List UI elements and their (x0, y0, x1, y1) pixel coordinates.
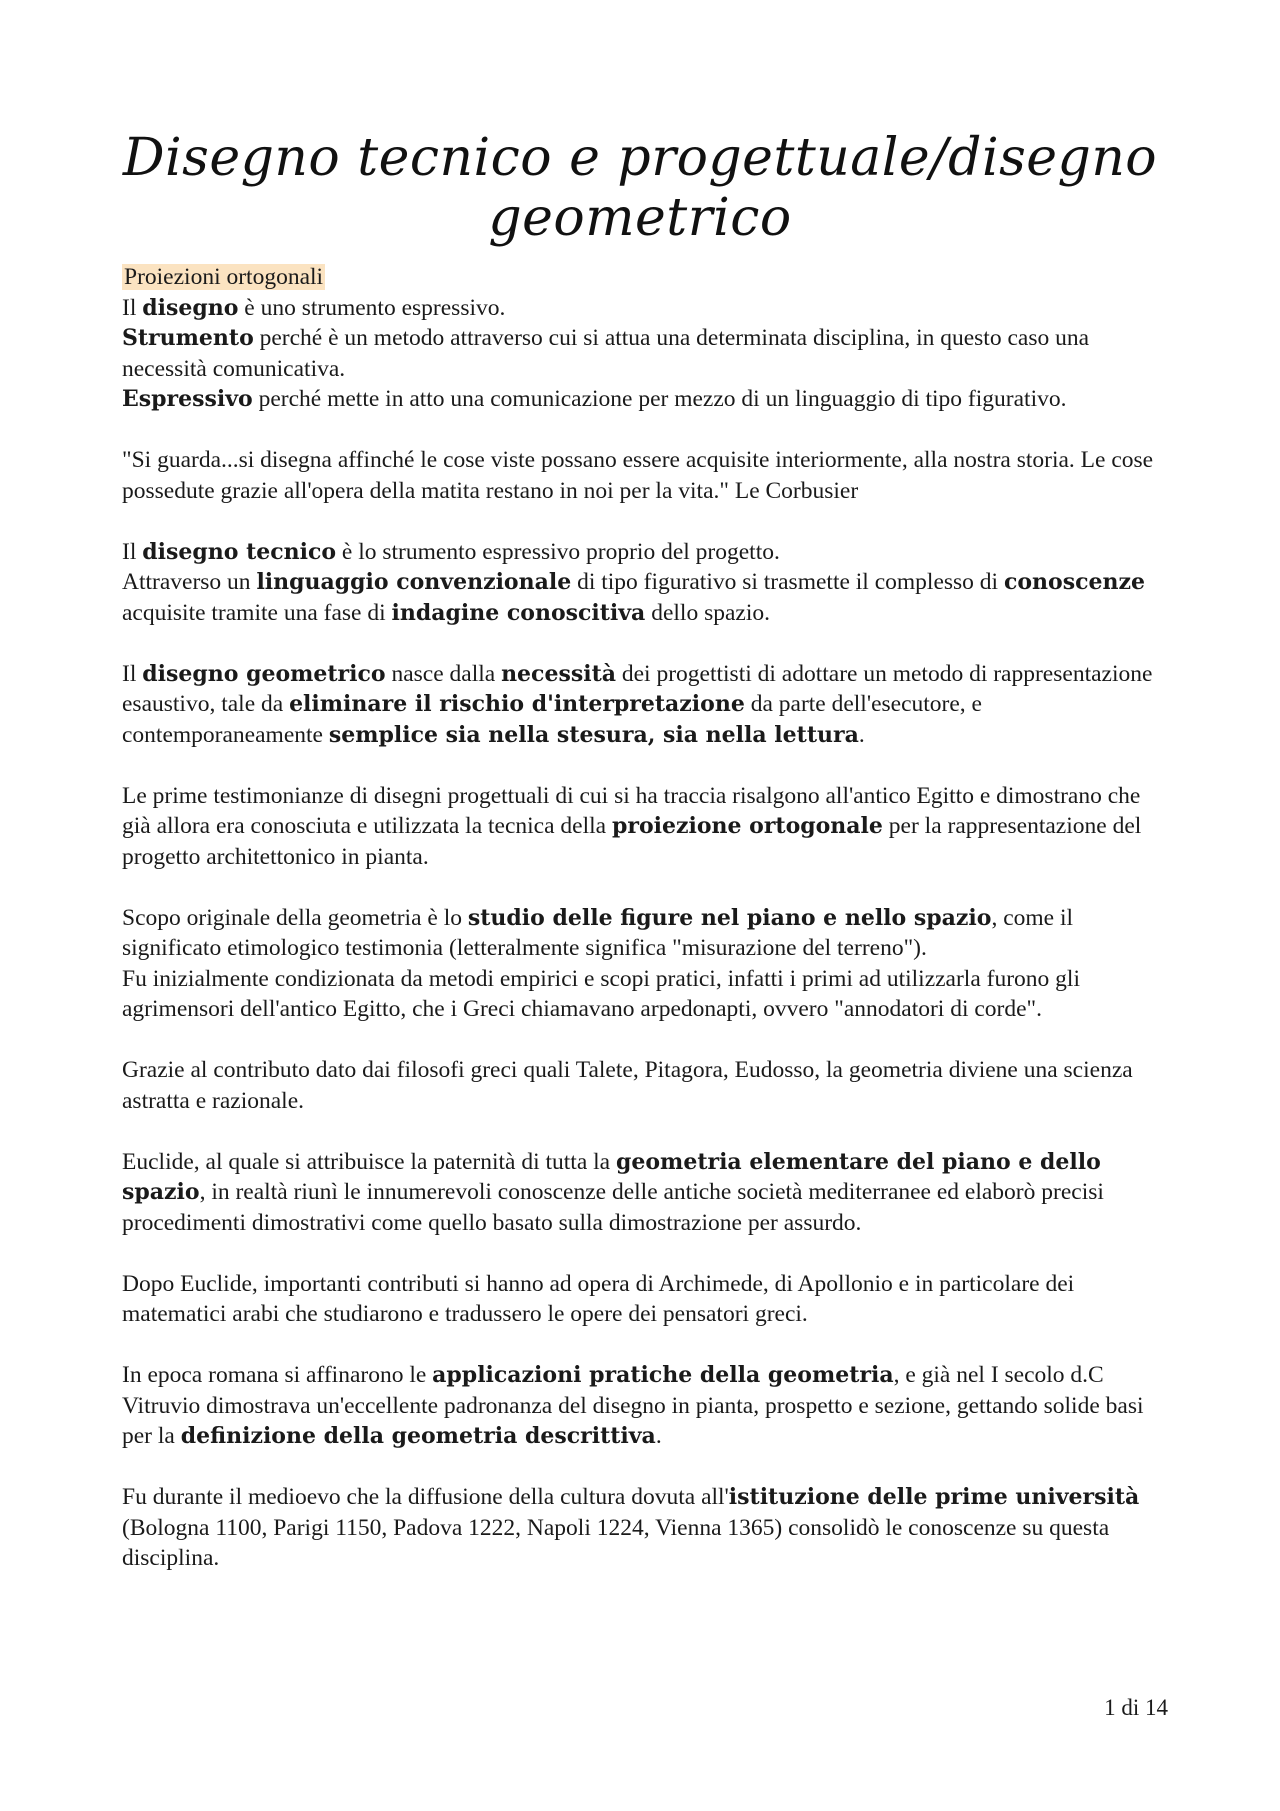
document-body (122, 262, 1162, 1574)
paragraph: Strumento perché è un metodo attraverso cui si attua una determinata disciplina, in questo caso una necessità comunicativa. (122, 325, 1090, 382)
paragraph: Espressivo perché mette in atto una comunicazione per mezzo di un linguaggio di tipo figurativo. (122, 386, 1067, 412)
page-title: Disegno tecnico e progettuale/disegno geometrico (122, 128, 1158, 248)
paragraph: Fu inizialmente condizionata da metodi empirici e scopi pratici, infatti i primi ad utilizzarla furono gli agrimensori dell'antico Egitto, che i Greci chiamavano arpedonapti, ovvero "annodatori di corde". (122, 965, 1080, 1022)
paragraph: Fu durante il medioevo che la diffusione della cultura dovuta all'istituzione delle prime università (Bologna 1100, Parigi 1150, Padova 1222, Napoli 1224, Vienna 1365) consolidò le conoscenze su questa disciplina. (122, 1484, 1140, 1571)
paragraph: Dopo Euclide, importanti contributi si hanno ad opera di Archimede, di Apollonio e in particolare dei matematici arabi che studiarono e tradussero le opere dei pensatori greci. (122, 1270, 1075, 1327)
paragraph: Grazie al contributo dato dai filosofi greci quali Talete, Pitagora, Eudosso, la geometria diviene una scienza astratta e razionale. (122, 1057, 1133, 1114)
paragraph: In epoca romana si affinarono le applicazioni pratiche della geometria, e già nel I secolo d.C Vitruvio dimostrava un'eccellente padronanza del disegno in pianta, prospetto e sezione, gettando solide basi per la definizione della geometria descrittiva. (122, 1362, 1144, 1449)
highlighted-heading: Proiezioni ortogonali (124, 264, 324, 290)
paragraph: Attraverso un linguaggio convenzionale di tipo figurativo si trasmette il complesso di conoscenze acquisite tramite una fase di indagine conoscitiva dello spazio. (122, 569, 1145, 626)
section-heading (122, 262, 1162, 293)
paragraph: Le prime testimonianze di disegni progettuali di cui si ha traccia risalgono all'antico Egitto e dimostrano che già allora era conosciuta e utilizzata la tecnica della proiezione ortogonale per la rappresentazione del progetto architettonico in pianta. (122, 782, 1142, 870)
page-number: 1 di 14 (1104, 1695, 1168, 1720)
quote-paragraph: "Si guarda...si disegna affinché le cose viste possano essere acquisite interiormente, alla nostra storia. Le cose possedute grazie all'opera della matita restano in noi per la vita." Le Corbusier (122, 447, 1154, 504)
paragraph: Il disegno tecnico è lo strumento espressivo proprio del progetto. (122, 538, 780, 565)
paragraph: Il disegno geometrico nasce dalla necessità dei progettisti di adottare un metodo di rappresentazione esaustivo, tale da eliminare il rischio d'interpretazione da parte dell'esecutore, e contemporaneamente semplice sia nella stesura, sia nella lettura. (122, 660, 1153, 748)
paragraph: Scopo originale della geometria è lo studio delle figure nel piano e nello spazio, come il significato etimologico testimonia (letteralmente significa "misurazione del terreno"). (122, 904, 1074, 961)
paragraph: Il disegno è uno strumento espressivo. (122, 294, 506, 321)
paragraph: Euclide, al quale si attribuisce la paternità di tutta la geometria elementare del piano e dello spazio, in realtà riunì le innumerevoli conoscenze delle antiche società mediterranee ed elaborò precisi procedimenti dimostrativi come quello basato sulla dimostrazione per assurdo. (122, 1148, 1104, 1236)
